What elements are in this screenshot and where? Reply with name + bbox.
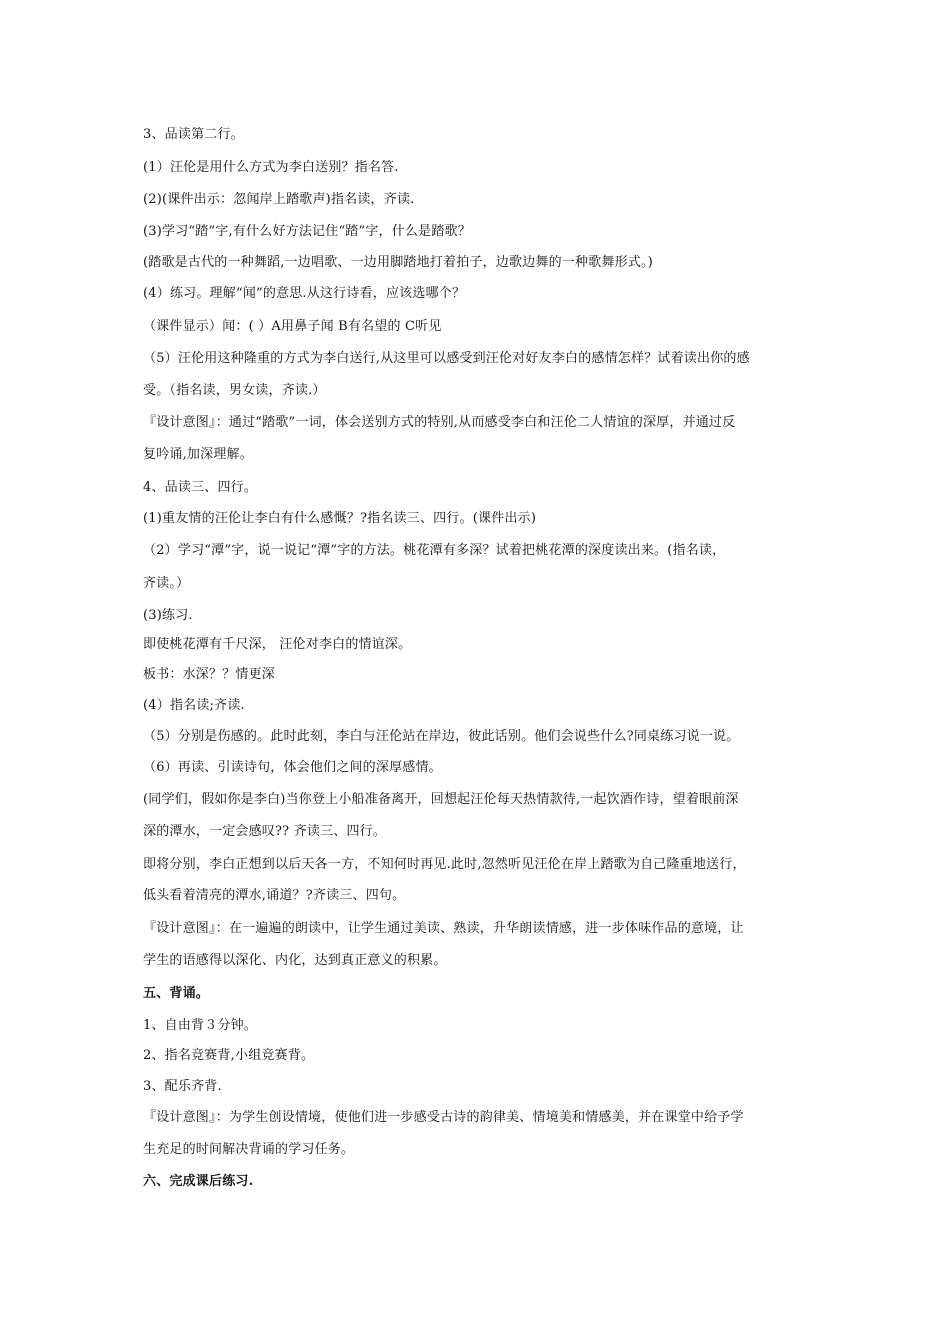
text-line: (2)(课件出示：忽闻岸上踏歌声)指名读，齐读.: [143, 192, 415, 207]
text-line: (4）练习。理解“闻”的意思.从这行诗看，应该选哪个？: [143, 286, 466, 301]
text-line: （课件显示）闻：( ）A用鼻子闻 B有名望的 C听见: [143, 319, 442, 334]
text-line: (3)练习.: [143, 608, 193, 623]
text-line: 3、配乐齐背.: [143, 1079, 222, 1094]
text-line: (1)重友情的汪伦让李白有什么感慨？?指名读三、四行。(课件出示): [143, 511, 537, 526]
text-line: (同学们，假如你是李白)当你登上小船准备离开，回想起汪伦每天热情款待,一起饮酒作诗，望着眼前深: [143, 792, 739, 807]
text-line: （5）分别是伤感的。此时此刻，李白与汪伦站在岸边，彼此话别。他们会说些什么?同桌练习说一说。: [143, 729, 740, 744]
text-line: 即将分别，李白正想到以后天各一方，不知何时再见.此时,忽然听见汪伦在岸上踏歌为自己隆重地送行，: [143, 857, 746, 872]
text-line: 1、自由背３分钟。: [143, 1018, 258, 1033]
section-heading: 3、品读第二行。: [143, 127, 244, 142]
text-line: 2、指名竞赛背,小组竞赛背。: [143, 1048, 315, 1063]
text-line: （2）学习“潭”字，说一说记“潭”字的方法。桃花潭有多深？试着把桃花潭的深度读出来。(指名读，: [143, 543, 726, 558]
design-intent-line: 复吟诵,加深理解。: [143, 447, 253, 462]
text-line: 齐读。）: [143, 576, 190, 591]
text-line: (3)学习“踏”字,有什么好方法记住“踏”字，什么是踏歌？: [143, 224, 471, 239]
design-intent-line: 学生的语感得以深化、内化，达到真正意义的积累。: [143, 953, 447, 968]
text-line: (4）指名读;齐读.: [143, 698, 245, 713]
text-line: 即使桃花潭有千尺深， 汪伦对李白的情谊深。: [143, 637, 412, 652]
text-line: 低头看着清亮的潭水,诵道？?齐读三、四句。: [143, 888, 406, 903]
text-line: 深的潭水，一定会感叹?? 齐读三、四行。: [143, 824, 387, 839]
text-line: （6）再读、引读诗句，体会他们之间的深厚感情。: [143, 760, 442, 775]
text-line: （5）汪伦用这种隆重的方式为李白送行,从这里可以感受到汪伦对好友李白的感情怎样？试着读出你的感: [143, 351, 750, 366]
text-line: (1）汪伦是用什么方式为李白送别？指名答.: [143, 160, 399, 175]
section-heading: 六、完成课后练习.: [143, 1174, 254, 1189]
design-intent-line: 『设计意图』：为学生创设情境，使他们进一步感受古诗的韵律美、情境美和情感美，并在课堂中给予学: [143, 1110, 744, 1125]
text-line: (踏歌是古代的一种舞蹈,一边唱歌、一边用脚踏地打着拍子，边歌边舞的一种歌舞形式。): [143, 255, 653, 270]
design-intent-line: 『设计意图』：在一遍遍的朗读中，让学生通过美读、熟读，升华朗读情感，进一步体味作品的意境，让: [143, 921, 744, 936]
text-line: 板书：水深？？情更深: [143, 667, 276, 682]
text-line: 受。（指名读，男女读，齐读.）: [143, 383, 326, 398]
design-intent-line: 『设计意图』：通过“踏歌”一词，体会送别方式的特别,从而感受李白和汪伦二人情谊的深厚，并通过反: [143, 415, 736, 430]
section-heading: 五、背诵。: [143, 986, 210, 1001]
section-heading: 4、品读三、四行。: [143, 480, 258, 495]
design-intent-line: 生充足的时间解决背诵的学习任务。: [143, 1142, 355, 1157]
